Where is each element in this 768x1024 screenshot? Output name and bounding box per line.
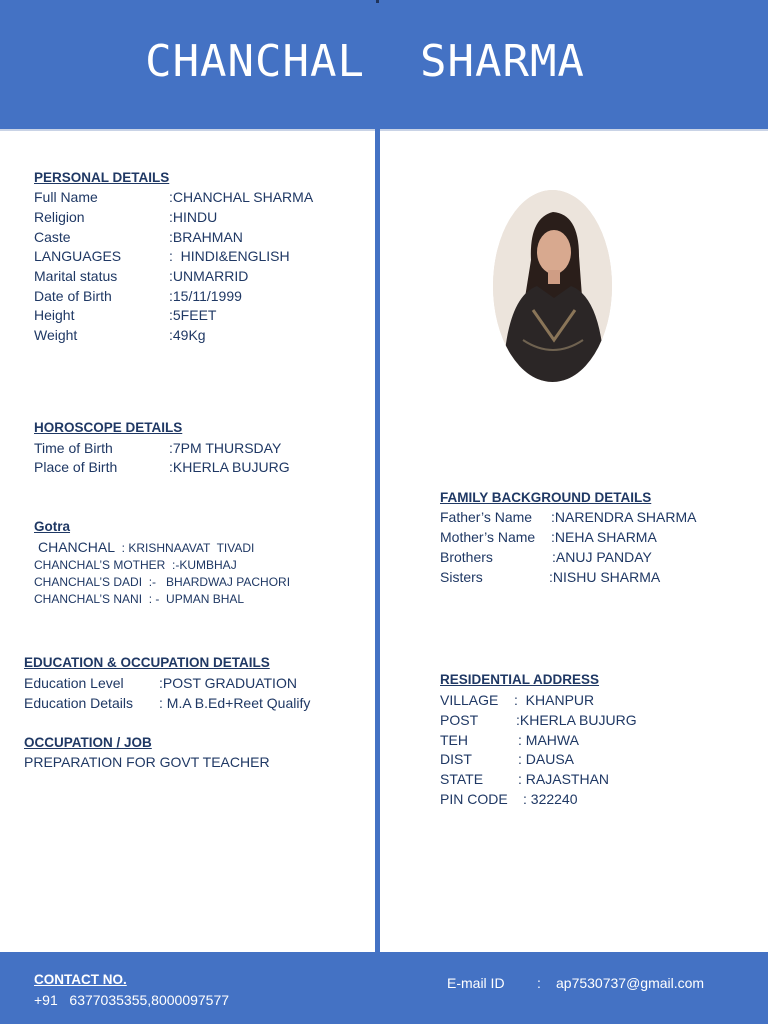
gotra-title: Gotra	[34, 519, 71, 534]
value: : KHANPUR	[514, 692, 595, 708]
value: :POST GRADUATION	[159, 675, 297, 691]
label: Education Details	[24, 695, 133, 711]
horoscope-details-title: HOROSCOPE DETAILS	[34, 420, 183, 435]
value: : DAUSA	[518, 751, 575, 767]
label: Caste	[34, 229, 71, 245]
value: :7PM THURSDAY	[169, 440, 282, 456]
value: :KHERLA BUJURG	[169, 459, 290, 475]
label: Religion	[34, 209, 85, 225]
value: :5FEET	[169, 307, 217, 323]
value: :UNMARRID	[169, 268, 249, 284]
label: DIST	[440, 751, 472, 767]
value: :NEHA SHARMA	[551, 529, 657, 545]
label: Mother’s Name	[440, 529, 536, 545]
profile-photo	[493, 190, 612, 382]
value: : 322240	[523, 791, 578, 807]
center-divider	[375, 129, 380, 952]
email-address: ap7530737@gmail.com	[556, 975, 705, 991]
label: Brothers	[440, 549, 493, 565]
value: :BRAHMAN	[169, 229, 243, 245]
occupation-title: OCCUPATION / JOB	[24, 735, 152, 750]
gotra-self-value: : KRISHNAAVAT TIVADI	[115, 541, 255, 555]
top-marker	[376, 0, 379, 3]
label: PIN CODE	[440, 791, 508, 807]
label: Weight	[34, 327, 78, 343]
residential-address-title: RESIDENTIAL ADDRESS	[440, 672, 600, 687]
label: VILLAGE	[440, 692, 499, 708]
label: Education Level	[24, 675, 124, 691]
label: LANGUAGES	[34, 248, 122, 264]
label: Full Name	[34, 189, 98, 205]
family-background-title: FAMILY BACKGROUND DETAILS	[440, 490, 652, 505]
label: STATE	[440, 771, 484, 787]
label: Marital status	[34, 268, 118, 284]
gotra-line-mother: CHANCHAL’S MOTHER :-KUMBHAJ	[34, 558, 237, 572]
header-divider	[0, 129, 768, 131]
email-separator: :	[537, 975, 541, 991]
value: : M.A B.Ed+Reet Qualify	[159, 695, 311, 711]
value: :HINDU	[169, 209, 218, 225]
gotra-line-nani: CHANCHAL’S NANI : - UPMAN BHAL	[34, 592, 245, 606]
value: :15/11/1999	[169, 288, 242, 304]
contact-title: CONTACT NO.	[34, 972, 127, 987]
value: :KHERLA BUJURG	[516, 712, 637, 728]
value: :CHANCHAL SHARMA	[169, 189, 314, 205]
label: TEH	[440, 732, 468, 748]
label: Height	[34, 307, 75, 323]
portrait-image	[493, 190, 612, 382]
personal-details-title: PERSONAL DETAILS	[34, 170, 170, 185]
value: :49Kg	[169, 327, 206, 343]
label: Time of Birth	[34, 440, 113, 456]
education-title: EDUCATION & OCCUPATION DETAILS	[24, 655, 270, 670]
gotra-line-self	[38, 539, 254, 555]
value: :NISHU SHARMA	[549, 569, 661, 585]
label: Place of Birth	[34, 459, 118, 475]
value: :NARENDRA SHARMA	[551, 509, 697, 525]
occupation-text: PREPARATION FOR GOVT TEACHER	[24, 754, 270, 770]
label: POST	[440, 712, 479, 728]
email-label: E-mail ID	[447, 975, 505, 991]
value: : HINDI&ENGLISH	[169, 248, 290, 264]
label: Date of Birth	[34, 288, 112, 304]
label: Father’s Name	[440, 509, 533, 525]
gotra-line-dadi: CHANCHAL’S DADI :- BHARDWAJ PACHORI	[34, 575, 291, 589]
value: : RAJASTHAN	[518, 771, 610, 787]
value: : MAHWA	[518, 732, 579, 748]
gotra-self-name: CHANCHAL	[38, 539, 116, 555]
contact-phone: +91 6377035355,8000097577	[34, 992, 230, 1008]
label: Sisters	[440, 569, 483, 585]
value: :ANUJ PANDAY	[552, 549, 652, 565]
candidate-name: CHANCHAL SHARMA	[145, 36, 585, 87]
